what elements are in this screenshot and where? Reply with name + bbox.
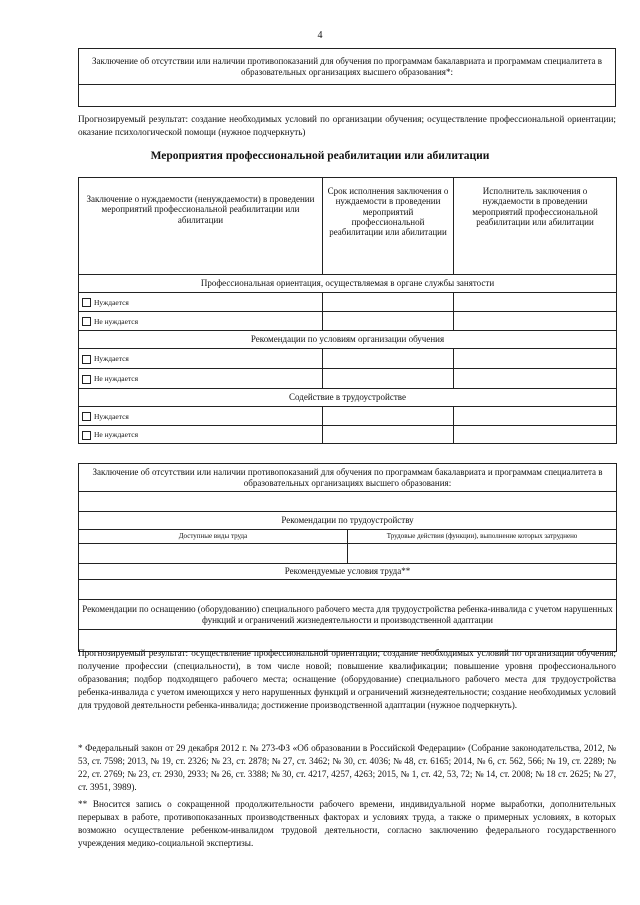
executor-cell[interactable] [454,369,617,389]
contraindications-value-2[interactable] [79,492,617,512]
section-study-conditions: Рекомендации по условиям организации обучения [79,331,617,349]
option-needs[interactable]: Нуждается [79,407,323,426]
page-number: 4 [317,30,323,41]
footnote-2: ** Вносится запись о сокращенной продолжительности рабочего времени, индивидуальной норме выработки, дополнительных перерывах в работе, противопоказанных производственных факторах и условиях труда, а также о примерных условиях, в которых возможно осуществление ребенком-инвалидом трудовой деятельности, согласно заключению федерального государственного учреждения медико-социальной экспертизы. [78,799,616,849]
contraindications-table-1 [78,48,616,107]
workplace-equipment-title: Рекомендации по оснащению (оборудованию) специального рабочего места для трудоустройства ребенка-инвалида с учетом нарушенных функций и ограничений жизнедеятельности и производственной адаптации [79,600,617,630]
forecast-result-1: Прогнозируемый результат: создание необходимых условий по организации обучения; осуществление профессиональной ориентации; оказание психологической помощи (нужное подчеркнуть) [78,114,616,138]
deadline-cell[interactable] [323,426,454,444]
deadline-cell[interactable] [323,369,454,389]
checkbox[interactable] [82,317,91,326]
difficult-actions-header: Трудовые действия (функции), выполнение которых затруднено [348,530,617,544]
executor-cell[interactable] [454,426,617,444]
section-title: Мероприятия профессиональной реабилитации или абилитации [150,150,490,162]
col-header-need: Заключение о нуждаемости (ненуждаемости) в проведении мероприятий профессиональной реабилитации или абилитации [79,178,323,275]
checkbox[interactable] [82,431,91,440]
option-not-needs[interactable]: Не нуждается [79,312,323,331]
checkbox[interactable] [82,298,91,307]
executor-cell[interactable] [454,293,617,312]
available-work-types-header: Доступные виды труда [79,530,348,544]
executor-cell[interactable] [454,349,617,369]
executor-cell[interactable] [454,312,617,331]
contraindications-value[interactable] [79,85,616,107]
option-needs[interactable]: Нуждается [79,349,323,369]
option-needs[interactable]: Нуждается [79,293,323,312]
checkbox[interactable] [82,355,91,364]
col-header-deadline: Срок исполнения заключения о нуждаемости в проведении мероприятий профессиональной реабилитации или абилитации [323,178,454,275]
option-not-needs[interactable]: Не нуждается [79,426,323,444]
footnote-1: * Федеральный закон от 29 декабря 2012 г. № 273-ФЗ «Об образовании в Российской Федерации» (Собрание законодательства, 2012, № 53, ст. 7598; 2013, № 19, ст. 2326; № 23, ст. 2878; № 27, ст. 3462; № 30, ст. 4036; № 48, ст. 6165; 2014, № 6, ст. 562, 566; № 19, ст. 2289; № 22, ст. 2769; № 23, ст. 2930, 2933; № 26, ст. 3388; № 30, ст. 4217, 4257, 4263; 2015, № 1, ст. 42, 53, 72; № 14, ст. 2008; № 18 ст. 2625; № 27, ст. 3951, 3989). [78,743,616,793]
employment-table [78,463,617,652]
contraindications-header-2: Заключение об отсутствии или наличии противопоказаний для обучения по программам бакалавриата и программам специалитета в образовательных организациях высшего образования: [79,464,617,492]
checkbox[interactable] [82,412,91,421]
checkbox[interactable] [82,375,91,384]
deadline-cell[interactable] [323,407,454,426]
deadline-cell[interactable] [323,349,454,369]
forecast-result-2: Прогнозируемый результат: осуществление профессиональной ориентации; создание необходимых условий по организации обучения; получение профессии (специальности), в том числе новой; повышение квалификации; повышение уровня профессионального образования; подбор подходящего рабочего места; оснащение (оборудование) специального рабочего места для трудоустройства ребенка-инвалида с учетом имеющихся у него нарушенных функций и ограничений жизнедеятельности; создание необходимых условий для трудовой деятельности ребенка-инвалида; достижение производственной адаптации (нужное подчеркнуть). [78,648,616,711]
deadline-cell[interactable] [323,312,454,331]
deadline-cell[interactable] [323,293,454,312]
option-not-needs[interactable]: Не нуждается [79,369,323,389]
section-career-guidance: Профессиональная ориентация, осуществляемая в органе службы занятости [79,275,617,293]
contraindications-header: Заключение об отсутствии или наличии противопоказаний для обучения по программам бакалавриата и программам специалитета в образовательных организациях высшего образования*: [79,49,616,85]
work-recommendations-title: Рекомендации по трудоустройству [79,512,617,530]
available-work-types-value[interactable] [79,544,348,564]
executor-cell[interactable] [454,407,617,426]
recommended-conditions-value[interactable] [79,580,617,600]
rehabilitation-table [78,177,617,444]
col-header-executor: Исполнитель заключения о нуждаемости в проведении мероприятий профессиональной реабилитации или абилитации [454,178,617,275]
recommended-conditions-title: Рекомендуемые условия труда** [79,564,617,580]
section-employment-assistance: Содействие в трудоустройстве [79,389,617,407]
difficult-actions-value[interactable] [348,544,617,564]
